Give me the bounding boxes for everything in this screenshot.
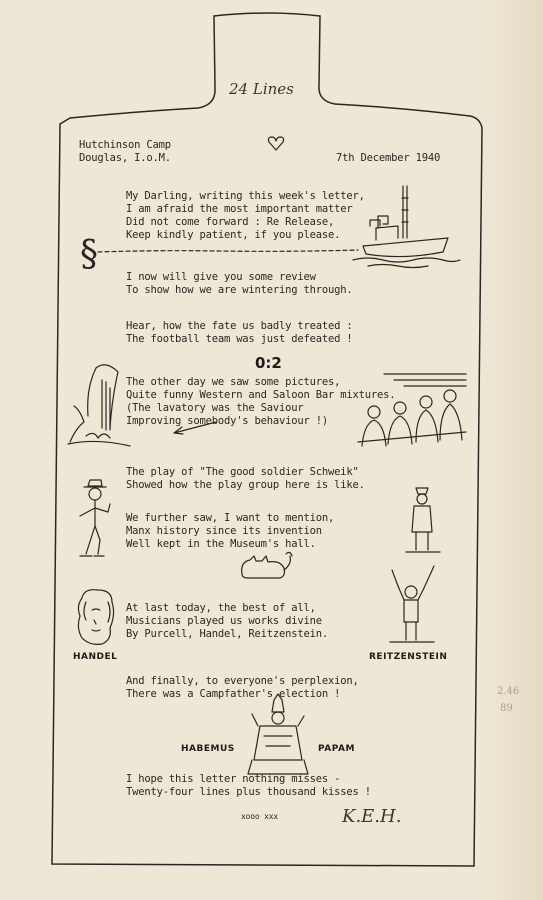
verse-line: I now will give you some review — [126, 271, 316, 283]
verse-line: The other day we saw some pictures, — [126, 376, 341, 388]
soldier-schweik-drawing — [70, 478, 120, 560]
papam-label: PAPAM — [318, 744, 355, 754]
conductor-drawing — [384, 566, 444, 646]
verse-line: To show how we are wintering through. — [126, 284, 353, 296]
signature: K.E.H. — [342, 806, 402, 827]
camp-name: Hutchinson Camp — [79, 139, 171, 151]
cinema-audience-drawing — [354, 372, 470, 448]
verse-line: Well kept in the Museum's hall. — [126, 538, 316, 550]
verse-line: Did not come forward : Re Release, — [126, 216, 335, 228]
verse-line: My Darling, writing this week's letter, — [126, 190, 365, 202]
verse-line: Improving somebody's behaviour !) — [126, 415, 329, 427]
margin-note: 2.46 — [497, 686, 520, 697]
museum-guard-drawing — [400, 484, 444, 556]
margin-note: 89 — [500, 703, 513, 714]
verse-line: I am afraid the most important matter — [126, 203, 353, 215]
letter-date: 7th December 1940 — [336, 152, 441, 164]
arrow-drawing — [172, 420, 218, 436]
campfather-pope-drawing — [244, 696, 316, 782]
handel-label: HANDEL — [73, 652, 118, 662]
verse-line: And finally, to everyone's perplexion, — [126, 675, 359, 687]
kisses-mark: xooo xxx — [241, 812, 278, 821]
football-score: 0:2 — [255, 354, 282, 372]
steamship-drawing — [98, 180, 458, 270]
cat-drawing — [236, 552, 296, 582]
reitzenstein-label: REITZENSTEIN — [369, 652, 448, 662]
verse-line: Twenty-four lines plus thousand kisses ! — [126, 786, 371, 798]
camp-place: Douglas, I.o.M. — [79, 152, 171, 164]
habemus-label: HABEMUS — [181, 744, 235, 754]
verse-line: Musicians played us works divine — [126, 615, 322, 627]
verse-line: We further saw, I want to mention, — [126, 512, 335, 524]
verse-line: (The lavatory was the Saviour — [126, 402, 304, 414]
handel-portrait-drawing — [72, 588, 122, 648]
verse-line: Keep kindly patient, if you please. — [126, 229, 341, 241]
verse-line: By Purcell, Handel, Reitzenstein. — [126, 628, 329, 640]
verse-line: The football team was just defeated ! — [126, 333, 353, 345]
verse-line: At last today, the best of all, — [126, 602, 316, 614]
section-mark: § — [80, 234, 98, 275]
verse-line: Quite funny Western and Saloon Bar mixtures. — [126, 389, 396, 401]
heart-icon — [267, 136, 285, 152]
verse-line: The play of "The good soldier Schweik" — [126, 466, 359, 478]
verse-line: I hope this letter nothing misses - — [126, 773, 341, 785]
verse-line: Hear, how the fate us badly treated : — [126, 320, 353, 332]
verse-line: Manx history since its invention — [126, 525, 322, 537]
tab-note: 24 Lines — [229, 80, 294, 98]
verse-line: There was a Campfather's election ! — [126, 688, 341, 700]
verse-line: Showed how the play group here is like. — [126, 479, 365, 491]
